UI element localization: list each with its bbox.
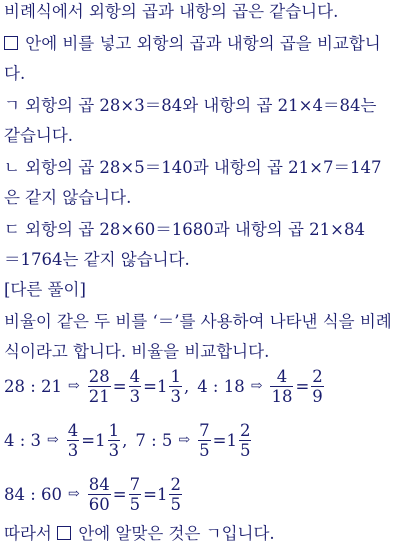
numerator: 4 [270, 367, 293, 387]
denominator: 3 [170, 386, 181, 406]
arrow-icon: ⇨ [250, 378, 263, 394]
ratio-b: 7 : 5 [135, 430, 173, 450]
arrow-icon: ⇨ [68, 486, 80, 502]
line-12: 식이라고 합니다. 비율을 비교합니다. [4, 342, 270, 361]
denominator: 3 [108, 440, 120, 460]
math-row-2 [4, 418, 253, 462]
numerator: 2 [312, 366, 323, 386]
arrow-icon: ⇨ [68, 378, 80, 394]
fraction [129, 367, 142, 406]
fraction [239, 421, 252, 460]
fraction [169, 475, 182, 514]
conclusion-prefix: 따라서 [4, 524, 52, 543]
numerator: 7 [129, 474, 141, 494]
whole-part: 1 [156, 376, 168, 396]
denominator: 60 [88, 494, 110, 514]
line-9: ＝1764는 같지 않습니다. [4, 250, 190, 269]
whole-part: 1 [156, 484, 168, 504]
equals: = [81, 430, 96, 450]
arrow-icon: ⇨ [47, 432, 59, 448]
denominator: 5 [239, 440, 251, 460]
line-11: 비율이 같은 두 비를 ‘＝’를 사용하여 나타낸 식을 비례 [4, 312, 392, 331]
whole-part: 1 [95, 430, 106, 450]
fraction [198, 421, 211, 460]
denominator: 5 [129, 494, 141, 514]
denominator: 3 [129, 386, 141, 406]
line-conclusion [4, 524, 275, 544]
fraction [129, 475, 142, 514]
numerator: 28 [88, 366, 110, 386]
fraction [88, 367, 111, 406]
fraction [270, 367, 293, 406]
numerator: 4 [67, 420, 79, 440]
line-6: ㄴ 외항의 곱 28×5＝140과 내항의 곱 21×7＝147 [4, 158, 382, 177]
numerator: 7 [199, 420, 210, 440]
equals: = [143, 484, 157, 504]
fraction [67, 421, 80, 460]
numerator: 2 [170, 474, 181, 494]
denominator: 5 [170, 494, 181, 514]
line-10-heading: [다른 풀이] [4, 280, 86, 299]
line-5: 같습니다. [4, 126, 74, 145]
math-row-3 [4, 472, 184, 516]
denominator: 18 [271, 386, 293, 406]
line-1: 비례식에서 외항의 곱과 내항의 곱은 같습니다. [4, 2, 339, 21]
math-row-1 [4, 364, 326, 408]
separator: , [122, 430, 128, 450]
line-2-text: 안에 비를 넣고 외항의 곱과 내항의 곱을 비교합니 [25, 34, 381, 53]
line-8: ㄷ 외항의 곱 28×60＝1680과 내항의 곱 21×84 [4, 220, 365, 239]
arrow-icon: ⇨ [178, 432, 191, 448]
ratio-b: 4 : 18 [197, 376, 245, 396]
numerator: 84 [88, 474, 110, 494]
equals: = [295, 376, 310, 396]
ratio-a: 4 : 3 [4, 430, 42, 450]
separator: , [183, 376, 190, 396]
numerator: 2 [239, 420, 251, 440]
fraction [88, 475, 111, 514]
blank-box-icon [57, 526, 71, 540]
denominator: 3 [67, 440, 79, 460]
equals: = [112, 376, 127, 396]
whole-part: 1 [226, 430, 237, 450]
denominator: 21 [88, 386, 110, 406]
line-2 [4, 34, 381, 54]
line-4: ㄱ 외항의 곱 28×3＝84와 내항의 곱 21×4＝84는 [4, 96, 377, 115]
denominator: 5 [199, 440, 210, 460]
conclusion-text: 안에 알맞은 것은 ㄱ입니다. [78, 524, 275, 543]
fraction [169, 367, 182, 406]
blank-box-icon [4, 36, 18, 50]
numerator: 4 [129, 366, 141, 386]
numerator: 1 [108, 420, 120, 440]
numerator: 1 [170, 366, 181, 386]
denominator: 9 [312, 386, 323, 406]
equals: = [212, 430, 227, 450]
equals: = [112, 484, 127, 504]
fraction [108, 421, 121, 460]
line-7: 은 같지 않습니다. [4, 188, 132, 207]
ratio-a: 28 : 21 [4, 376, 63, 396]
equals: = [143, 376, 157, 396]
fraction [311, 367, 324, 406]
line-3: 다. [4, 64, 26, 83]
ratio-a: 84 : 60 [4, 484, 63, 504]
